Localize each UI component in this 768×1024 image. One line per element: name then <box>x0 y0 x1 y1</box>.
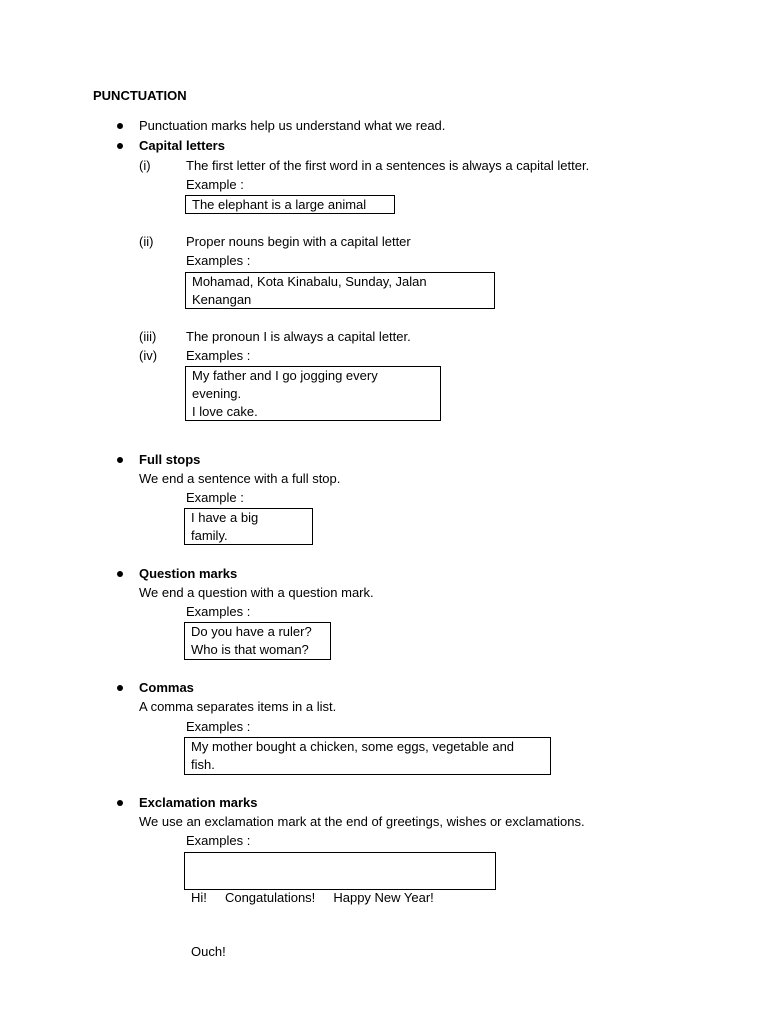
bullet-icon <box>117 800 123 806</box>
example-line: Ouch! <box>191 944 226 959</box>
example-line: Mohamad, Kota Kinabalu, Sunday, Jalan <box>192 274 427 289</box>
example-box <box>184 508 313 545</box>
page-title: PUNCTUATION <box>93 88 187 103</box>
example-line: Do you have a ruler? <box>191 624 312 639</box>
full-stops-heading: Full stops <box>139 452 201 467</box>
example-line: I love cake. <box>192 404 258 419</box>
example-box <box>184 622 331 660</box>
example-line: evening. <box>192 386 242 401</box>
example-line: The elephant is a large animal <box>192 197 367 212</box>
example-label: Examples : <box>186 348 251 363</box>
example-line: I have a big <box>191 510 259 525</box>
example-box <box>185 366 441 421</box>
bullet-icon <box>117 457 123 463</box>
bullet-icon <box>117 123 123 129</box>
section-description: We use an exclamation mark at the end of greetings, wishes or exclamations. <box>139 814 585 829</box>
intro-text: Punctuation marks help us understand what we read. <box>139 118 446 133</box>
example-label: Example : <box>186 490 244 505</box>
bullet-icon <box>117 685 123 691</box>
example-line: My mother bought a chicken, some eggs, vegetable and <box>191 739 515 754</box>
example-line: fish. <box>191 757 215 772</box>
section-description: We end a sentence with a full stop. <box>139 471 341 486</box>
rule-text: The first letter of the first word in a sentences is always a capital letter. <box>186 158 590 173</box>
item-number: (i) <box>139 158 151 173</box>
example-label: Examples : <box>186 253 251 268</box>
bullet-icon <box>117 143 123 149</box>
example-line: Who is that woman? <box>191 642 309 657</box>
rule-text: Proper nouns begin with a capital letter <box>186 234 411 249</box>
item-number: (ii) <box>139 234 154 249</box>
example-box <box>185 272 495 309</box>
example-line: Kenangan <box>192 292 252 307</box>
example-label: Examples : <box>186 604 251 619</box>
exclamation-marks-heading: Exclamation marks <box>139 795 258 810</box>
section-description: We end a question with a question mark. <box>139 585 374 600</box>
item-number: (iv) <box>139 348 158 363</box>
example-box <box>184 852 496 959</box>
example-label: Examples : <box>186 719 251 734</box>
section-description: A comma separates items in a list. <box>139 699 337 714</box>
example-box <box>185 195 395 214</box>
example-line: Hi! Congatulations! Happy New Year! <box>191 890 434 905</box>
capital-letters-heading: Capital letters <box>139 138 225 153</box>
item-number: (iii) <box>139 329 157 344</box>
rule-text: The pronoun I is always a capital letter. <box>186 329 411 344</box>
commas-heading: Commas <box>139 680 194 695</box>
example-label: Example : <box>186 177 244 192</box>
bullet-icon <box>117 571 123 577</box>
example-line: My father and I go jogging every <box>192 368 378 383</box>
example-label: Examples : <box>186 833 251 848</box>
question-marks-heading: Question marks <box>139 566 238 581</box>
example-line: family. <box>191 528 228 543</box>
example-box <box>184 737 551 775</box>
